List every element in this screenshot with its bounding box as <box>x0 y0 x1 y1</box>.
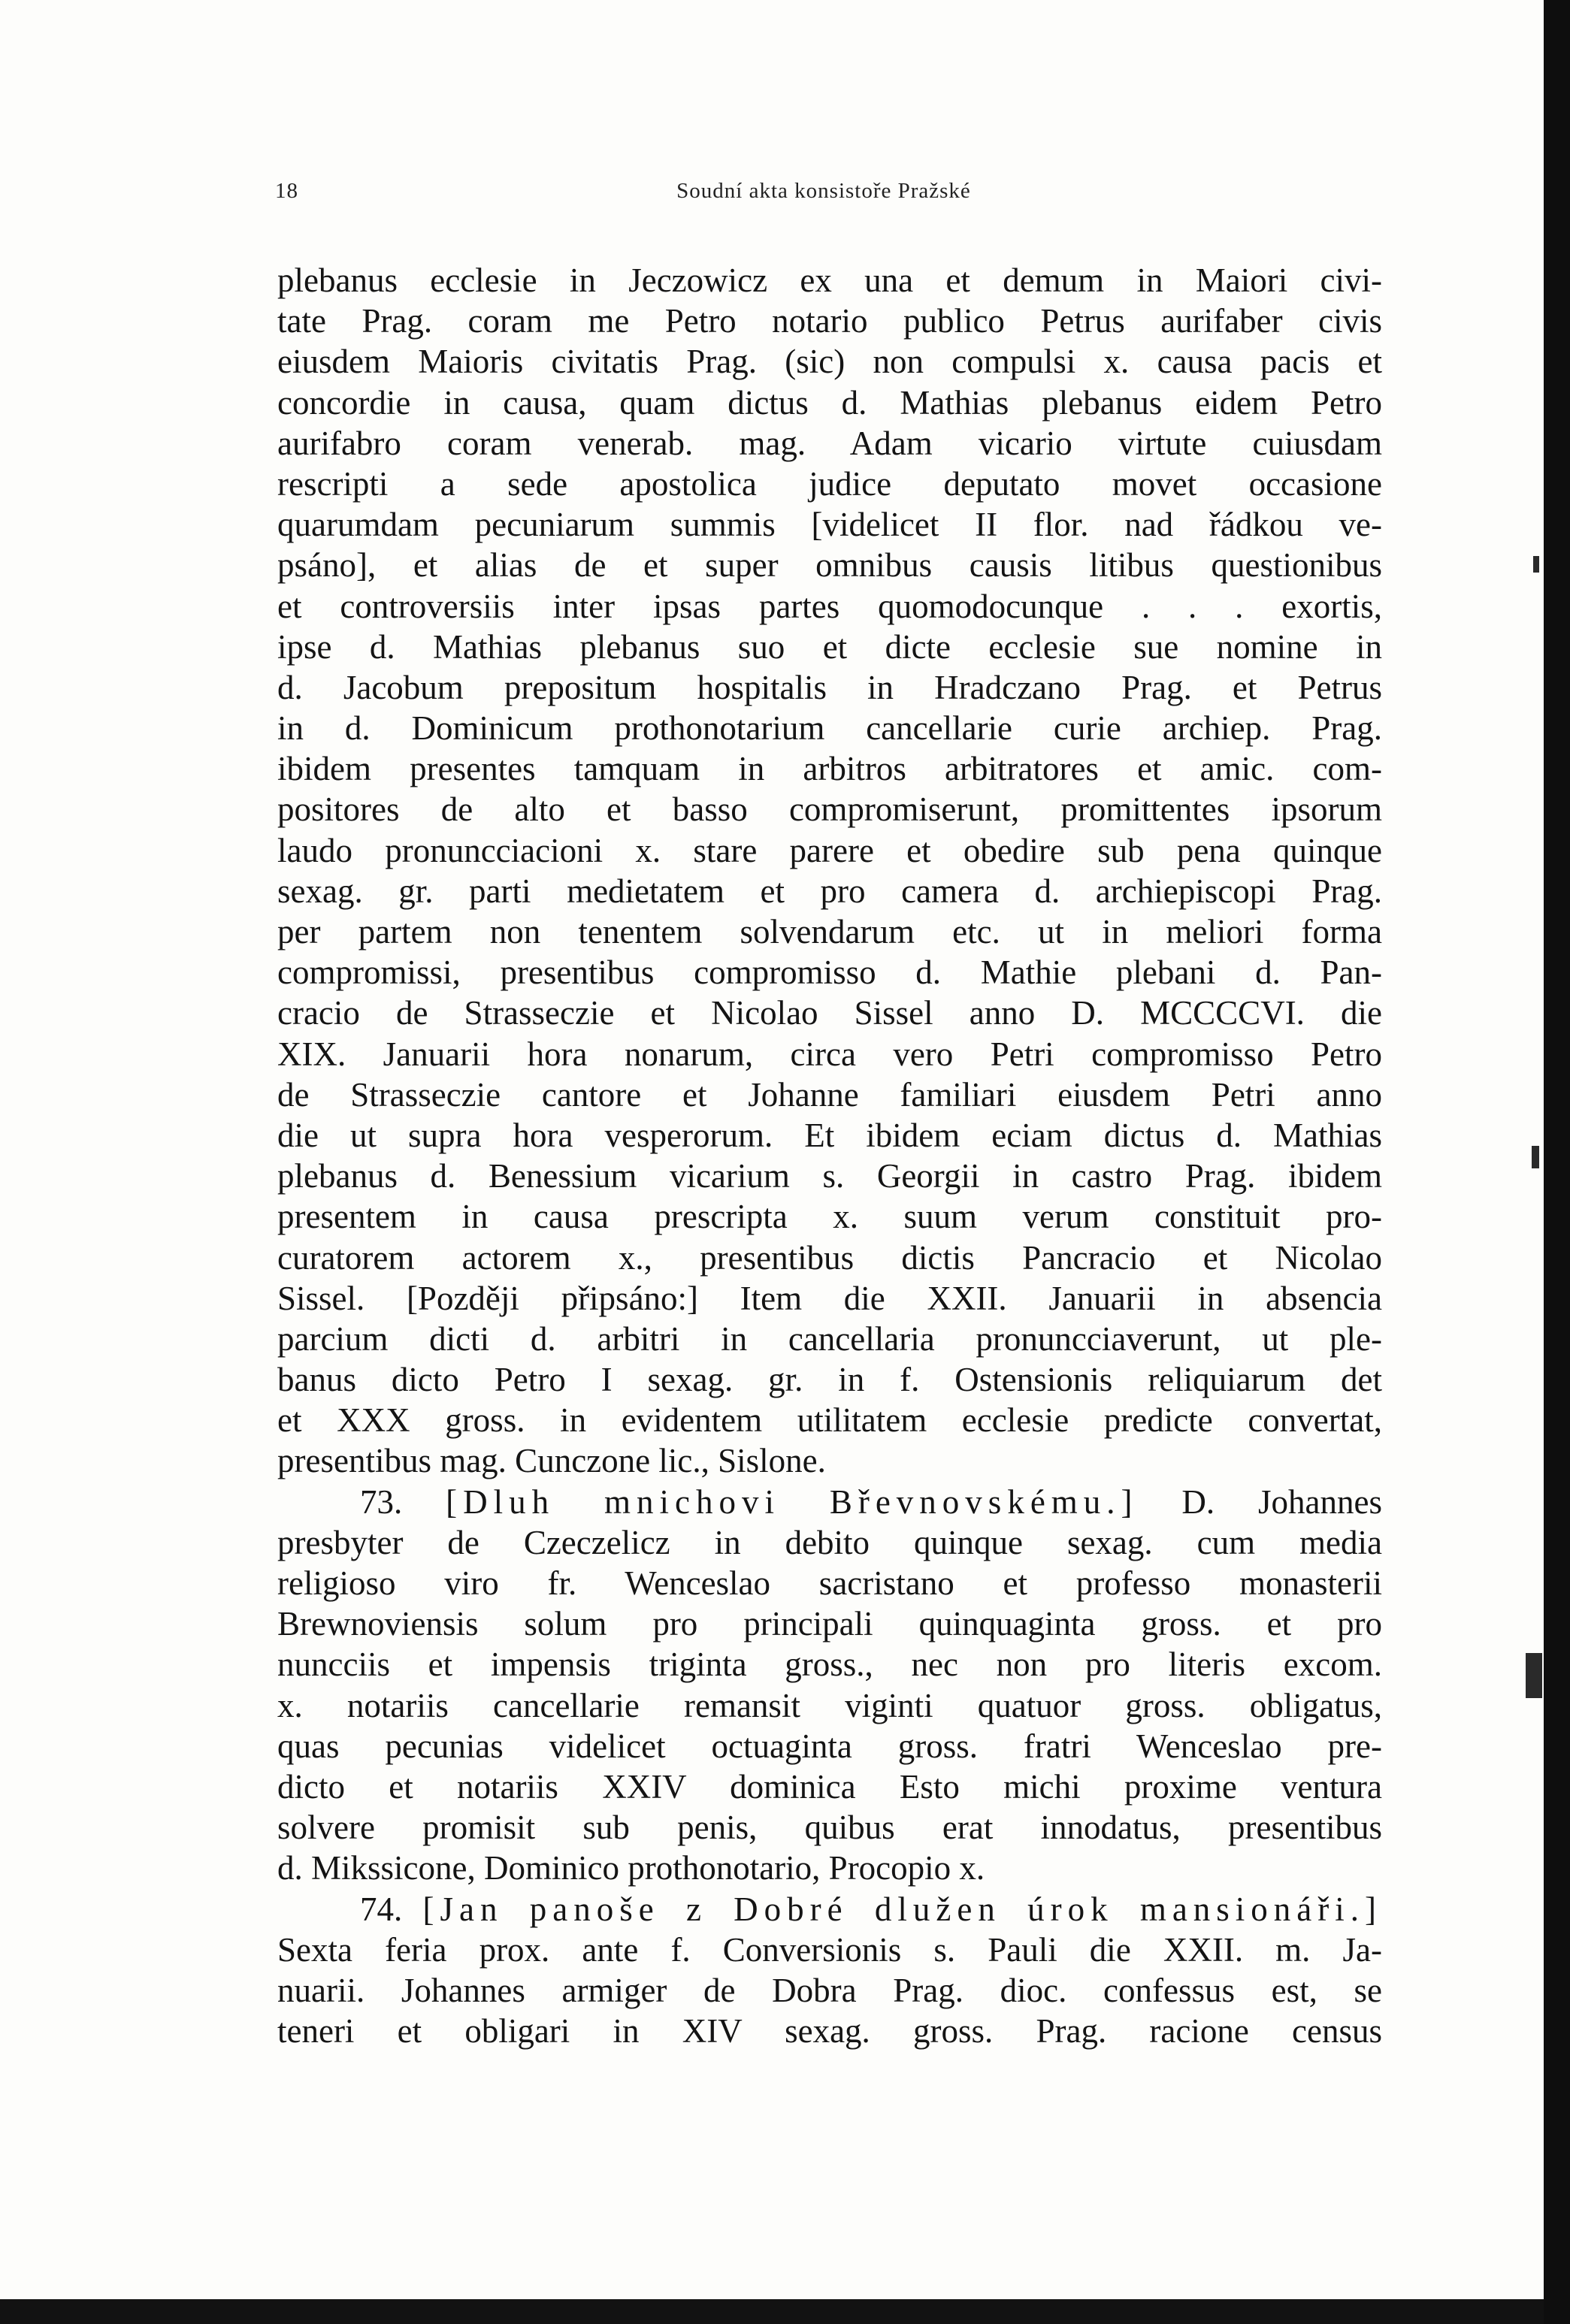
text-line: banus dicto Petro I sexag. gr. in f. Ostensionis reliquiarum det <box>277 1361 1382 1399</box>
text-line: d. Mikssicone, Dominico prothonotario, Procopio x. <box>277 1849 985 1887</box>
text-line: religioso viro fr. Wenceslao sacristano et professo monasterii <box>277 1564 1382 1602</box>
text-line: curatorem actorem x., presentibus dictis Pancracio et Nicolao <box>277 1238 1382 1277</box>
text-line: et XXX gross. in evidentem utilitatem ecclesie predicte convertat, <box>277 1401 1382 1440</box>
text-line: Brewnoviensis solum pro principali quinquaginta gross. et pro <box>277 1605 1382 1643</box>
entry-74-number: 74. <box>360 1890 403 1928</box>
text-line: sexag. gr. parti medietatem et pro camera d. archiepiscopi Prag. <box>277 872 1382 910</box>
text-line: x. notariis cancellarie remansit viginti quatuor gross. obligatus, <box>277 1686 1382 1724</box>
entry-74-heading-line <box>277 1889 1382 1930</box>
page-number: 18 <box>275 179 298 203</box>
text-line: compromissi, presentibus compromisso d. Mathie plebani d. Pan- <box>277 953 1382 992</box>
scan-mark <box>1526 1653 1542 1698</box>
text-line: plebanus d. Benessium vicarium s. Georgii in castro Prag. ibidem <box>277 1157 1382 1195</box>
entry-73-heading-line <box>277 1482 1382 1522</box>
text-line: eiusdem Maioris civitatis Prag. (sic) non compulsi x. causa pacis et <box>277 343 1382 381</box>
running-title: Soudní akta konsistoře Pražské <box>676 179 971 203</box>
text-line: solvere promisit sub penis, quibus erat innodatus, presentibus <box>277 1809 1382 1847</box>
text-line: XIX. Januarii hora nonarum, circa vero Petri compromisso Petro <box>277 1035 1382 1073</box>
text-line: dicto et notariis XXIV dominica Esto michi proxime ventura <box>277 1767 1382 1806</box>
text-line: concordie in causa, quam dictus d. Mathias plebanus eidem Petro <box>277 383 1382 422</box>
text-line: cracio de Strasseczie et Nicolao Sissel anno D. MCCCCVI. die <box>277 994 1382 1032</box>
entry-74 <box>277 1889 1382 2052</box>
text-body <box>277 260 1382 2051</box>
text-line: et controversiis inter ipsas partes quomodocunque . . . exortis, <box>277 587 1382 625</box>
text-line: laudo pronuncciacioni x. stare parere et obedire sub pena quinque <box>277 831 1382 869</box>
entry-73-title: [Dluh mnichovi Břevnovskému.] <box>446 1482 1139 1521</box>
text-line: ibidem presentes tamquam in arbitros arbitratores et amic. com- <box>277 750 1382 788</box>
text-line: aurifabro coram venerab. mag. Adam vicario virtute cuiusdam <box>277 424 1382 462</box>
entry-73 <box>277 1482 1382 1889</box>
text-line: parcium dicti d. arbitri in cancellaria pronuncciaverunt, ut ple- <box>277 1319 1382 1358</box>
text-line: die ut supra hora vesperorum. Et ibidem eciam dictus d. Mathias <box>277 1116 1382 1154</box>
entry-74-lines <box>277 1930 1382 2052</box>
text-line: presentem in causa prescripta x. suum verum constituit pro- <box>277 1198 1382 1236</box>
entry-72-continuation <box>277 260 1382 1482</box>
text-line: quas pecunias videlicet octuaginta gross. fratri Wenceslao pre- <box>277 1727 1382 1765</box>
entry-73-number: 73. <box>360 1482 403 1521</box>
text-line: ipse d. Mathias plebanus suo et dicte ecclesie sue nomine in <box>277 627 1382 666</box>
text-line: nuncciis et impensis triginta gross., nec non pro literis excom. <box>277 1646 1382 1684</box>
text-line: presbyter de Czeczelicz in debito quinque sexag. cum media <box>277 1523 1382 1561</box>
text-line: teneri et obligari in XIV sexag. gross. Prag. racione census <box>277 2012 1382 2050</box>
text-line: in d. Dominicum prothonotarium cancellarie curie archiep. Prag. <box>277 709 1382 748</box>
text-line: positores de alto et basso compromiserunt, promittentes ipsorum <box>277 790 1382 829</box>
scan-mark <box>1532 1146 1539 1168</box>
entry-73-lines <box>277 1522 1382 1889</box>
page-header <box>275 179 1380 209</box>
text-line: nuarii. Johannes armiger de Dobra Prag. dioc. confessus est, se <box>277 1971 1382 2009</box>
entry-73-first-line-rest: D. Johannes <box>1181 1482 1382 1521</box>
text-line: de Strasseczie cantore et Johanne familiari eiusdem Petri anno <box>277 1075 1382 1114</box>
text-line: Sissel. [Později připsáno:] Item die XXII. Januarii in absencia <box>277 1279 1382 1317</box>
text-line: presentibus mag. Cunczone lic., Sislone. <box>277 1442 826 1480</box>
text-line: psáno], et alias de et super omnibus causis litibus questionibus <box>277 546 1382 585</box>
text-line: tate Prag. coram me Petro notario publico Petrus aurifaber civis <box>277 302 1382 340</box>
text-line: quarumdam pecuniarum summis [videlicet II flor. nad řádkou ve- <box>277 506 1382 544</box>
text-line: Sexta feria prox. ante f. Conversionis s. Pauli die XXII. m. Ja- <box>277 1930 1382 1969</box>
entry-74-title: [Jan panoše z Dobré dlužen úrok mansionáři.] <box>422 1890 1383 1928</box>
text-line: rescripti a sede apostolica judice deputato movet occasione <box>277 464 1382 503</box>
text-line: per partem non tenentem solvendarum etc. ut in meliori forma <box>277 913 1382 950</box>
text-line: plebanus ecclesie in Jeczowicz ex una et demum in Maiori civi- <box>277 261 1382 299</box>
scan-mark <box>1533 556 1539 573</box>
scan-border-bottom <box>0 2299 1544 2324</box>
text-line: d. Jacobum prepositum hospitalis in Hradczano Prag. et Petrus <box>277 668 1382 706</box>
scan-border-right <box>1544 0 1570 2324</box>
